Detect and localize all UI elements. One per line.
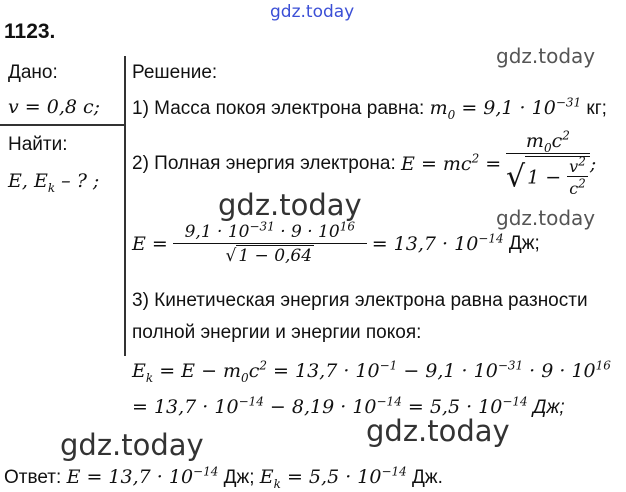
calc2: $E_k = E - m_0c^2 = 13,7 \cdot 10^{-1} - 9,1 \cdot 10^{-31} \cdot 9 \cdot 10^{16}$ bbox=[132, 358, 611, 385]
step2: 2) Полная энергия электрона: $E = mc^2$ = $m_0c^2$ √ 1 − $\frac{v^2}{c^2}$ ; bbox=[132, 128, 597, 198]
find-title: Найти: bbox=[8, 134, 68, 155]
watermark-top: gdz.today bbox=[270, 2, 355, 22]
step3-line1: 3) Кинетическая энергия электрона равна разности bbox=[132, 290, 588, 311]
calc1-fraction: $\frac{9,1 \cdot 10^{-31} \cdot 9 \cdot 10^{16}}{√ 1 - 0,64}$ bbox=[173, 222, 367, 266]
watermark-bottom-left: gdz.today bbox=[60, 428, 204, 462]
watermark-center: gdz.today bbox=[218, 188, 362, 222]
watermark-bottom-center: gdz.today bbox=[366, 414, 510, 448]
solution-title: Решение: bbox=[132, 62, 218, 83]
vertical-divider bbox=[124, 56, 126, 356]
watermark-right-mid: gdz.today bbox=[496, 206, 596, 230]
step1: 1) Масса покоя электрона равна: $m_0 = 9,1 \cdot 10^{-31}$ кг; bbox=[132, 95, 607, 122]
step3-line2: полной энергии и энергии покоя: bbox=[132, 322, 422, 343]
given-title: Дано: bbox=[8, 62, 58, 83]
problem-number: 1123. bbox=[4, 20, 56, 43]
find-value: E, $E_k$ – ? ; bbox=[8, 170, 100, 195]
answer-line: Ответ: $E = 13,7 \cdot 10^{-14}$ Дж; $E_k = 5,5 \cdot 10^{-14}$ Дж. bbox=[4, 464, 443, 491]
energy-fraction: $m_0c^2$ √ 1 − $\frac{v^2}{c^2}$ bbox=[506, 130, 590, 198]
watermark-right-top: gdz.today bbox=[496, 44, 596, 68]
calc1: E = $\frac{9,1 \cdot 10^{-31} \cdot 9 \cdot 10^{16}}{√ 1 - 0,64}$ = $13,7 \cdot 10^{-14}$ Дж; bbox=[132, 219, 540, 266]
given-value: v = 0,8 c; bbox=[8, 96, 101, 118]
given-divider bbox=[0, 124, 124, 126]
calc3: = $13,7 \cdot 10^{-14} - 8,19 \cdot 10^{-14} = 5,5 \cdot 10^{-14}$ Дж; bbox=[132, 394, 565, 418]
